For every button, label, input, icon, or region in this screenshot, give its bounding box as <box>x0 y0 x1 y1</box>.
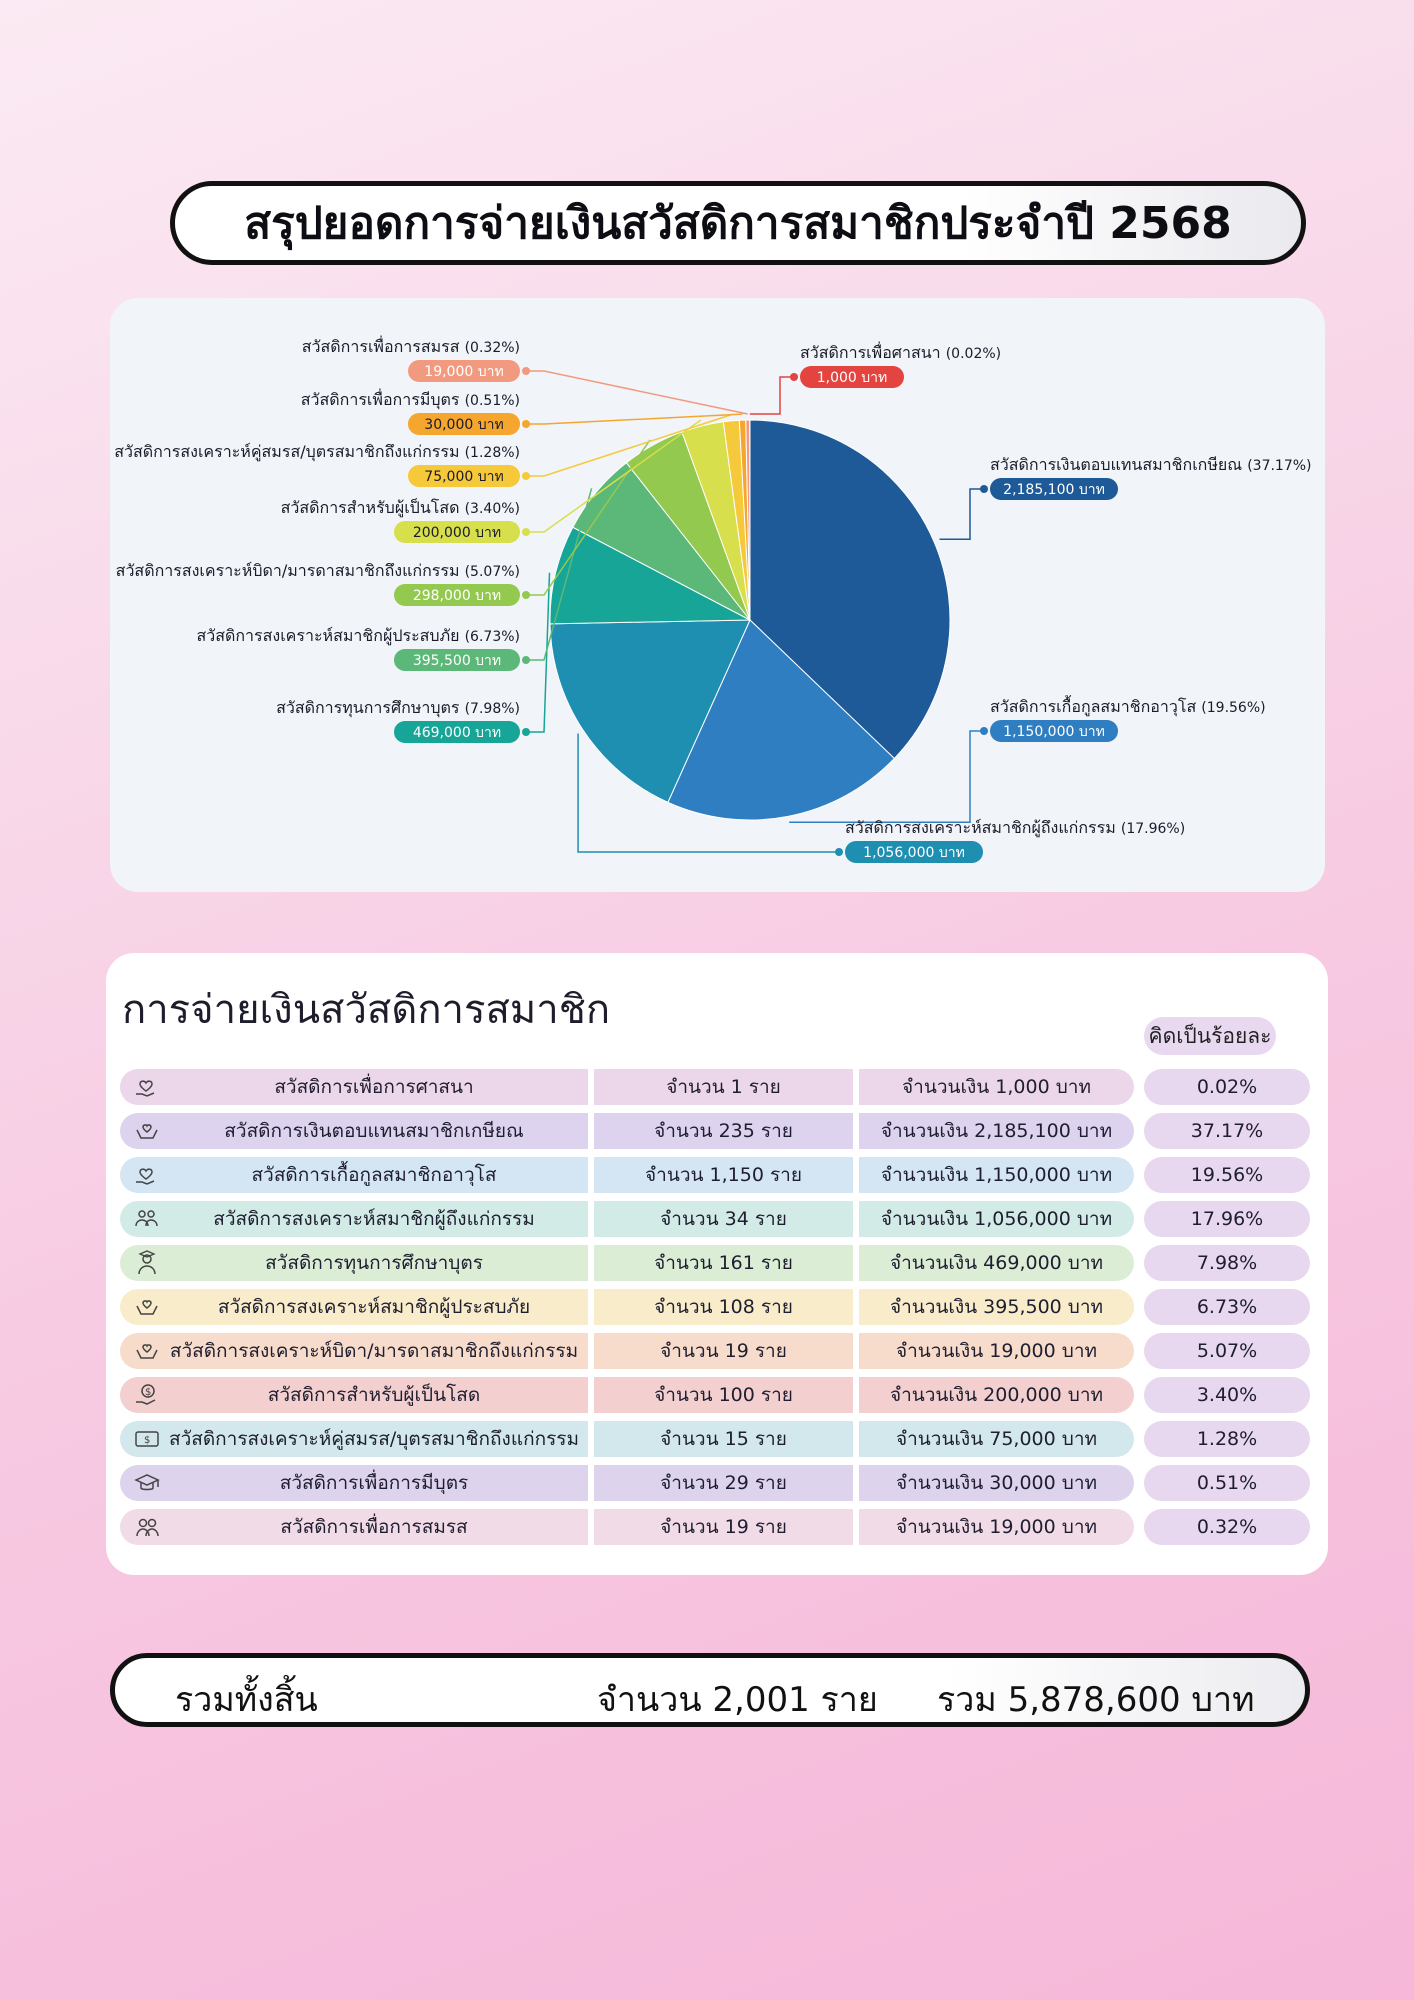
money-hand-icon <box>134 1382 160 1408</box>
slice-title <box>990 455 1312 474</box>
leader-dot <box>980 485 988 493</box>
total-count: จำนวน 2,001 ราย <box>597 1680 878 1720</box>
row-count: จำนวน 1 ราย <box>594 1069 853 1105</box>
row-name: สวัสดิการเพื่อการมีบุตร <box>279 1472 469 1494</box>
slice-percent: (1.28%) <box>464 445 520 461</box>
row-name: สวัสดิการเพื่อการสมรส <box>280 1516 468 1538</box>
hands-heart-icon <box>134 1118 160 1144</box>
leader-dot <box>790 373 798 381</box>
row-amount: จำนวนเงิน 1,000 บาท <box>859 1069 1134 1105</box>
row-amount: จำนวนเงิน 1,056,000 บาท <box>859 1201 1134 1237</box>
row-amount: จำนวนเงิน 19,000 บาท <box>859 1509 1134 1545</box>
slice-name: สวัสดิการทุนการศึกษาบุตร <box>276 698 465 717</box>
slice-label <box>939 455 1311 539</box>
leader-line <box>526 371 748 414</box>
row-name: สวัสดิการเพื่อการศาสนา <box>274 1076 474 1098</box>
slice-title <box>114 442 520 462</box>
hands-heart-icon <box>134 1338 160 1364</box>
row-name: สวัสดิการสำหรับผู้เป็นโสด <box>267 1384 481 1406</box>
slice-percent: (6.73%) <box>464 629 520 645</box>
svg-text:$: $ <box>145 1387 152 1398</box>
row-name-cell <box>120 1333 588 1369</box>
graduate-person-icon <box>134 1250 160 1276</box>
slice-title <box>990 695 1266 717</box>
row-percent: 19.56% <box>1144 1157 1310 1193</box>
table-title: การจ่ายเงินสวัสดิการสมาชิก <box>122 987 611 1033</box>
row-percent: 0.02% <box>1144 1069 1310 1105</box>
slice-title <box>302 335 520 356</box>
row-name-cell <box>120 1245 588 1281</box>
slice-percent: (0.51%) <box>464 393 520 409</box>
slice-value: 30,000 บาท <box>424 417 504 433</box>
row-amount: จำนวนเงิน 2,185,100 บาท <box>859 1113 1134 1149</box>
row-count: จำนวน 100 ราย <box>594 1377 853 1413</box>
table-row <box>120 1461 1320 1505</box>
row-count: จำนวน 235 ราย <box>594 1113 853 1149</box>
leader-dot <box>522 656 530 664</box>
slice-name: สวัสดิการเพื่อการสมรส <box>301 337 465 356</box>
slice-name: สวัสดิการเพื่อการมีบุตร <box>300 390 465 409</box>
slice-title <box>301 388 520 410</box>
row-amount: จำนวนเงิน 469,000 บาท <box>859 1245 1134 1281</box>
leader-dot <box>522 420 530 428</box>
row-name: สวัสดิการสงเคราะห์คู่สมรส/บุตรสมาชิกถึงแก่กรรม <box>168 1428 580 1450</box>
row-amount: จำนวนเงิน 75,000 บาท <box>859 1421 1134 1457</box>
hands-heart-icon <box>134 1294 160 1320</box>
row-percent: 17.96% <box>1144 1201 1310 1237</box>
people-group-icon <box>134 1206 160 1232</box>
row-amount: จำนวนเงิน 1,150,000 บาท <box>859 1157 1134 1193</box>
row-name: สวัสดิการทุนการศึกษาบุตร <box>265 1252 483 1274</box>
row-name-cell <box>120 1113 588 1149</box>
slice-name: สวัสดิการสงเคราะห์สมาชิกผู้ถึงแก่กรรม <box>845 818 1121 837</box>
row-amount: จำนวนเงิน 200,000 บาท <box>859 1377 1134 1413</box>
row-count: จำนวน 161 ราย <box>594 1245 853 1281</box>
row-name: สวัสดิการเกื้อกูลสมาชิกอาวุโส <box>251 1164 497 1186</box>
slice-label <box>301 388 743 435</box>
leader-dot <box>522 472 530 480</box>
welfare-table <box>120 1065 1320 1549</box>
leader-line <box>750 377 794 414</box>
slice-value: 75,000 บาท <box>424 469 504 485</box>
slice-value: 1,056,000 บาท <box>863 845 965 861</box>
row-percent: 1.28% <box>1144 1421 1310 1457</box>
slice-name: สวัสดิการเงินตอบแทนสมาชิกเกษียณ <box>990 455 1248 474</box>
slice-percent: (7.98%) <box>464 701 520 717</box>
slice-percent: (0.32%) <box>464 340 520 356</box>
slice-percent: (0.02%) <box>945 346 1002 362</box>
slice-title <box>116 561 520 580</box>
row-name-cell <box>120 1509 588 1545</box>
table-row <box>120 1505 1320 1549</box>
row-percent: 0.51% <box>1144 1465 1310 1501</box>
table-row <box>120 1153 1320 1197</box>
slice-value: 19,000 บาท <box>424 364 504 380</box>
table-row <box>120 1417 1320 1461</box>
row-count: จำนวน 29 ราย <box>594 1465 853 1501</box>
row-percent: 5.07% <box>1144 1333 1310 1369</box>
row-name-cell <box>120 1289 588 1325</box>
leader-dot <box>522 591 530 599</box>
slice-title <box>845 818 1185 838</box>
slice-percent: (3.40%) <box>464 501 520 517</box>
slice-title <box>196 626 520 646</box>
slice-name: สวัสดิการเกื้อกูลสมาชิกอาวุโส <box>990 697 1202 716</box>
table-row <box>120 1285 1320 1329</box>
leader-dot <box>980 727 988 735</box>
heart-hand-icon <box>134 1074 160 1100</box>
slice-label <box>750 341 1001 414</box>
slice-name: สวัสดิการเพื่อศาสนา <box>800 343 946 362</box>
row-percent: 6.73% <box>1144 1289 1310 1325</box>
slice-name: สวัสดิการสงเคราะห์คู่สมรส/บุตรสมาชิกถึงแก่กรรม <box>114 442 465 461</box>
row-count: จำนวน 15 ราย <box>594 1421 853 1457</box>
slice-title <box>281 497 520 518</box>
total-summary <box>110 1653 1310 1727</box>
row-count: จำนวน 108 ราย <box>594 1289 853 1325</box>
row-name-cell <box>120 1377 588 1413</box>
leader-line <box>939 489 984 539</box>
svg-text:$: $ <box>144 1435 151 1446</box>
total-label: รวมทั้งสิ้น <box>175 1680 318 1720</box>
total-amount: รวม 5,878,600 บาท <box>937 1680 1255 1720</box>
row-name-cell <box>120 1069 588 1105</box>
percent-column-header: คิดเป็นร้อยละ <box>1144 1017 1276 1055</box>
title-banner <box>170 181 1306 265</box>
row-name: สวัสดิการสงเคราะห์สมาชิกผู้ประสบภัย <box>217 1296 531 1318</box>
row-percent: 0.32% <box>1144 1509 1310 1545</box>
row-percent: 7.98% <box>1144 1245 1310 1281</box>
row-count: จำนวน 1,150 ราย <box>594 1157 853 1193</box>
table-row <box>120 1109 1320 1153</box>
slice-name: สวัสดิการสงเคราะห์สมาชิกผู้ประสบภัย <box>196 626 465 645</box>
leader-dot <box>522 528 530 536</box>
slice-value: 469,000 บาท <box>412 725 502 741</box>
slice-percent: (19.56%) <box>1201 700 1266 716</box>
row-name: สวัสดิการสงเคราะห์บิดา/มารดาสมาชิกถึงแก่กรรม <box>169 1340 579 1362</box>
row-percent: 37.17% <box>1144 1113 1310 1149</box>
slice-value: 2,185,100 บาท <box>1003 482 1105 498</box>
row-amount: จำนวนเงิน 30,000 บาท <box>859 1465 1134 1501</box>
graduation-cap-icon <box>134 1470 160 1496</box>
table-row <box>120 1373 1320 1417</box>
row-name-cell <box>120 1465 588 1501</box>
slice-name: สวัสดิการสำหรับผู้เป็นโสด <box>280 498 465 517</box>
slice-value: 1,150,000 บาท <box>1003 724 1105 740</box>
row-name-cell <box>120 1157 588 1193</box>
row-name-cell <box>120 1201 588 1237</box>
table-row <box>120 1329 1320 1373</box>
table-row <box>120 1241 1320 1285</box>
slice-title <box>800 341 1001 362</box>
table-row <box>120 1197 1320 1241</box>
row-name-cell <box>120 1421 588 1457</box>
row-count: จำนวน 19 ราย <box>594 1333 853 1369</box>
slice-value: 395,500 บาท <box>412 653 502 669</box>
welfare-table-card <box>106 953 1328 1575</box>
row-count: จำนวน 19 ราย <box>594 1509 853 1545</box>
leader-dot <box>522 728 530 736</box>
table-row <box>120 1065 1320 1109</box>
slice-value: 1,000 บาท <box>816 370 888 386</box>
row-amount: จำนวนเงิน 19,000 บาท <box>859 1333 1134 1369</box>
leader-dot <box>835 848 843 856</box>
pie-chart-card <box>110 298 1325 892</box>
pie-chart <box>110 298 1325 892</box>
row-name: สวัสดิการสงเคราะห์สมาชิกผู้ถึงแก่กรรม <box>213 1208 535 1230</box>
slice-percent: (5.07%) <box>464 564 520 580</box>
slice-title <box>276 698 520 718</box>
leader-dot <box>522 367 530 375</box>
slice-percent: (17.96%) <box>1120 821 1186 837</box>
row-name: สวัสดิการเงินตอบแทนสมาชิกเกษียณ <box>224 1120 524 1142</box>
slice-name: สวัสดิการสงเคราะห์บิดา/มารดาสมาชิกถึงแก่กรรม <box>115 561 465 580</box>
slice-value: 298,000 บาท <box>412 588 502 604</box>
heart-hand-icon <box>134 1162 160 1188</box>
row-count: จำนวน 34 ราย <box>594 1201 853 1237</box>
page-title: สรุปยอดการจ่ายเงินสวัสดิการสมาชิกประจำปี 2568 <box>244 198 1232 249</box>
couple-icon <box>134 1514 160 1540</box>
row-amount: จำนวนเงิน 395,500 บาท <box>859 1289 1134 1325</box>
row-percent: 3.40% <box>1144 1377 1310 1413</box>
slice-value: 200,000 บาท <box>412 525 502 541</box>
slice-percent: (37.17%) <box>1247 458 1312 474</box>
banknote-icon <box>134 1426 160 1452</box>
